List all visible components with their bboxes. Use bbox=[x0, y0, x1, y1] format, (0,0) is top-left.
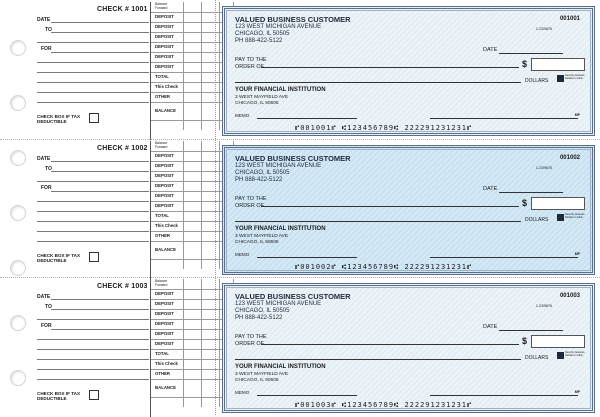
memo-label: MEMO bbox=[235, 390, 250, 395]
mp-mark: MP bbox=[574, 113, 580, 117]
security-note: Security features. Details on back. bbox=[565, 213, 586, 219]
bank-name: YOUR FINANCIAL INSTITUTION bbox=[235, 364, 326, 370]
dollar-sign: $ bbox=[522, 59, 528, 69]
stub-line[interactable] bbox=[37, 369, 149, 370]
padlock-icon bbox=[557, 214, 564, 221]
micr-line: ⑈001002⑈ ⑆123456789⑆ 222291231231⑈ bbox=[295, 263, 473, 271]
stub-for-line[interactable] bbox=[51, 52, 149, 53]
tax-deductible-label: CHECK BOX IF TAX DEDUCTIBLE bbox=[37, 114, 81, 124]
stub-line[interactable] bbox=[37, 102, 149, 103]
ledger-label: DEPOSIT bbox=[155, 183, 174, 188]
stub-line[interactable] bbox=[37, 62, 149, 63]
customer-name: VALUED BUSINESS CUSTOMER bbox=[235, 154, 351, 163]
signature-line[interactable] bbox=[430, 257, 578, 258]
amount-box[interactable] bbox=[531, 58, 585, 71]
stub-date-line[interactable] bbox=[51, 299, 149, 300]
memo-label: MEMO bbox=[235, 252, 250, 257]
written-amount-line[interactable] bbox=[235, 82, 521, 83]
check-row bbox=[0, 279, 600, 417]
written-amount-line[interactable] bbox=[235, 359, 521, 360]
customer-address-2: CHICAGO, IL 50505 bbox=[235, 170, 290, 176]
padlock-icon bbox=[557, 75, 564, 82]
stub-to-line[interactable] bbox=[51, 32, 149, 33]
ledger-label: BALANCE bbox=[155, 385, 177, 390]
signature-line[interactable] bbox=[430, 395, 578, 396]
ledger-label: DEPOSIT bbox=[155, 173, 174, 178]
ledger-label: DEPOSIT bbox=[155, 24, 174, 29]
ledger-label: TOTAL bbox=[155, 213, 169, 218]
ledger-label: DEPOSIT bbox=[155, 203, 174, 208]
stub-line[interactable] bbox=[37, 379, 149, 380]
date-label: DATE bbox=[483, 324, 498, 330]
dollars-label: DOLLARS bbox=[525, 217, 549, 223]
check-stub bbox=[35, 2, 205, 140]
stub-line[interactable] bbox=[37, 339, 149, 340]
order-of-text: ORDER OF bbox=[235, 63, 265, 70]
pay-to-label bbox=[235, 196, 267, 209]
stub-date-line[interactable] bbox=[51, 22, 149, 23]
stub-line[interactable] bbox=[37, 241, 149, 242]
ledger-label: TOTAL bbox=[155, 351, 169, 356]
stub-to-label: TO bbox=[45, 304, 52, 310]
stub-to-line[interactable] bbox=[51, 309, 149, 310]
tax-deductible-checkbox[interactable] bbox=[89, 252, 99, 262]
check-number: 001003 bbox=[559, 293, 580, 299]
check-row bbox=[0, 2, 600, 140]
security-note: Security features. Details on back. bbox=[565, 351, 586, 357]
stub-to-line[interactable] bbox=[37, 181, 149, 182]
memo-line[interactable] bbox=[257, 118, 357, 119]
ledger-label: TOTAL bbox=[155, 74, 169, 79]
memo-line[interactable] bbox=[257, 395, 357, 396]
stub-for-label: FOR bbox=[41, 185, 52, 191]
stub-for-label: FOR bbox=[41, 323, 52, 329]
tax-deductible-checkbox[interactable] bbox=[89, 113, 99, 123]
ledger-label: Balance Forward bbox=[155, 141, 168, 149]
stub-to-line[interactable] bbox=[37, 42, 149, 43]
ledger-label: DEPOSIT bbox=[155, 311, 174, 316]
bank-address-2: CHICAGO, IL 50505 bbox=[235, 101, 279, 106]
ledger-label: DEPOSIT bbox=[155, 54, 174, 59]
ledger-label: BALANCE bbox=[155, 247, 177, 252]
routing-fraction: 1-23/9876 bbox=[535, 166, 552, 170]
ledger-label: DEPOSIT bbox=[155, 301, 174, 306]
bank-address-2: CHICAGO, IL 50505 bbox=[235, 240, 279, 245]
ledger-label: DEPOSIT bbox=[155, 341, 174, 346]
dollar-sign: $ bbox=[522, 198, 528, 208]
ledger-label: DEPOSIT bbox=[155, 34, 174, 39]
stub-check-number: CHECK # 1001 bbox=[97, 6, 148, 13]
ledger-label: DEPOSIT bbox=[155, 193, 174, 198]
bank-address-1: 3 WEST MAYFIELD AVE bbox=[235, 95, 289, 100]
check-number: 001002 bbox=[559, 155, 580, 161]
stub-to-label: TO bbox=[45, 166, 52, 172]
pay-to-text: PAY TO THE bbox=[235, 196, 267, 202]
ledger-label: DEPOSIT bbox=[155, 163, 174, 168]
bank-address-2: CHICAGO, IL 50505 bbox=[235, 378, 279, 383]
customer-phone: PH 888-422-5122 bbox=[235, 38, 283, 44]
bank-address-1: 3 WEST MAYFIELD AVE bbox=[235, 234, 289, 239]
ledger-label: OTHER bbox=[155, 94, 171, 99]
ledger-label: DEPOSIT bbox=[155, 64, 174, 69]
stub-date-line[interactable] bbox=[51, 161, 149, 162]
date-line[interactable] bbox=[499, 192, 563, 193]
stub-to-line[interactable] bbox=[37, 319, 149, 320]
tax-deductible-label: CHECK BOX IF TAX DEDUCTIBLE bbox=[37, 253, 81, 263]
customer-name: VALUED BUSINESS CUSTOMER bbox=[235, 292, 351, 301]
payee-line[interactable] bbox=[261, 206, 519, 207]
stub-line[interactable] bbox=[37, 92, 149, 93]
ledger-label: This Check bbox=[155, 223, 178, 228]
ledger-label: OTHER bbox=[155, 371, 171, 376]
stub-date-label: DATE bbox=[37, 156, 51, 162]
stub-line[interactable] bbox=[37, 72, 149, 73]
mp-mark: MP bbox=[574, 252, 580, 256]
stub-for-line[interactable] bbox=[51, 329, 149, 330]
micr-line: ⑈001003⑈ ⑆123456789⑆ 222291231231⑈ bbox=[295, 401, 473, 409]
ledger-label: Balance Forward bbox=[155, 2, 168, 10]
stub-line[interactable] bbox=[37, 211, 149, 212]
ledger-label: DEPOSIT bbox=[155, 44, 174, 49]
customer-address-1: 123 WEST MICHIGAN AVENUE bbox=[235, 24, 322, 30]
ledger-label: This Check bbox=[155, 84, 178, 89]
date-label: DATE bbox=[483, 186, 498, 192]
check-row bbox=[0, 141, 600, 279]
check bbox=[222, 145, 595, 275]
micr-line: ⑈001001⑈ ⑆123456789⑆ 222291231231⑈ bbox=[295, 124, 473, 132]
stub-line[interactable] bbox=[37, 221, 149, 222]
customer-address-2: CHICAGO, IL 50505 bbox=[235, 308, 290, 314]
payee-line[interactable] bbox=[261, 67, 519, 68]
payee-line[interactable] bbox=[261, 344, 519, 345]
dollars-label: DOLLARS bbox=[525, 355, 549, 361]
pay-to-label bbox=[235, 334, 267, 347]
amount-box[interactable] bbox=[531, 197, 585, 210]
security-note: Security features. Details on back. bbox=[565, 74, 586, 80]
stub-check-number: CHECK # 1002 bbox=[97, 145, 148, 152]
written-amount-line[interactable] bbox=[235, 221, 521, 222]
check-stub bbox=[35, 141, 205, 279]
stub-check-number: CHECK # 1003 bbox=[97, 283, 148, 290]
routing-fraction: 1-23/9876 bbox=[535, 27, 552, 31]
padlock-icon bbox=[557, 352, 564, 359]
stub-date-label: DATE bbox=[37, 294, 51, 300]
ledger-label: DEPOSIT bbox=[155, 291, 174, 296]
check bbox=[222, 6, 595, 136]
customer-address-1: 123 WEST MICHIGAN AVENUE bbox=[235, 163, 322, 169]
order-of-text: ORDER OF bbox=[235, 340, 265, 347]
signature-line[interactable] bbox=[430, 118, 578, 119]
memo-label: MEMO bbox=[235, 113, 250, 118]
pay-to-label bbox=[235, 57, 267, 70]
dollars-label: DOLLARS bbox=[525, 78, 549, 84]
order-of-text: ORDER OF bbox=[235, 202, 265, 209]
check bbox=[222, 283, 595, 413]
date-label: DATE bbox=[483, 47, 498, 53]
tax-deductible-checkbox[interactable] bbox=[89, 390, 99, 400]
customer-address-1: 123 WEST MICHIGAN AVENUE bbox=[235, 301, 322, 307]
amount-box[interactable] bbox=[531, 335, 585, 348]
ledger-label: This Check bbox=[155, 361, 178, 366]
check-stub bbox=[35, 279, 205, 417]
mp-mark: MP bbox=[574, 390, 580, 394]
stub-to-label: TO bbox=[45, 27, 52, 33]
ledger-label: Balance Forward bbox=[155, 279, 168, 287]
date-line[interactable] bbox=[499, 53, 563, 54]
customer-address-2: CHICAGO, IL 50505 bbox=[235, 31, 290, 37]
customer-phone: PH 888-422-5122 bbox=[235, 177, 283, 183]
ledger-label: DEPOSIT bbox=[155, 331, 174, 336]
tax-deductible-label: CHECK BOX IF TAX DEDUCTIBLE bbox=[37, 391, 81, 401]
stub-date-label: DATE bbox=[37, 17, 51, 23]
bank-address-1: 3 WEST MAYFIELD AVE bbox=[235, 372, 289, 377]
stub-for-line[interactable] bbox=[51, 191, 149, 192]
ledger-label: DEPOSIT bbox=[155, 14, 174, 19]
bank-name: YOUR FINANCIAL INSTITUTION bbox=[235, 226, 326, 232]
stub-line[interactable] bbox=[37, 201, 149, 202]
ledger-label: OTHER bbox=[155, 233, 171, 238]
pay-to-text: PAY TO THE bbox=[235, 57, 267, 63]
stub-line[interactable] bbox=[37, 359, 149, 360]
customer-name: VALUED BUSINESS CUSTOMER bbox=[235, 15, 351, 24]
stub-line[interactable] bbox=[37, 231, 149, 232]
stub-line[interactable] bbox=[37, 82, 149, 83]
routing-fraction: 1-23/9876 bbox=[535, 304, 552, 308]
ledger-label: DEPOSIT bbox=[155, 321, 174, 326]
dollar-sign: $ bbox=[522, 336, 528, 346]
pay-to-text: PAY TO THE bbox=[235, 334, 267, 340]
ledger-label: BALANCE bbox=[155, 108, 177, 113]
customer-phone: PH 888-422-5122 bbox=[235, 315, 283, 321]
bank-name: YOUR FINANCIAL INSTITUTION bbox=[235, 87, 326, 93]
ledger-label: DEPOSIT bbox=[155, 153, 174, 158]
date-line[interactable] bbox=[499, 330, 563, 331]
stub-for-label: FOR bbox=[41, 46, 52, 52]
check-number: 001001 bbox=[559, 16, 580, 22]
memo-line[interactable] bbox=[257, 257, 357, 258]
stub-line[interactable] bbox=[37, 349, 149, 350]
stub-to-line[interactable] bbox=[51, 171, 149, 172]
